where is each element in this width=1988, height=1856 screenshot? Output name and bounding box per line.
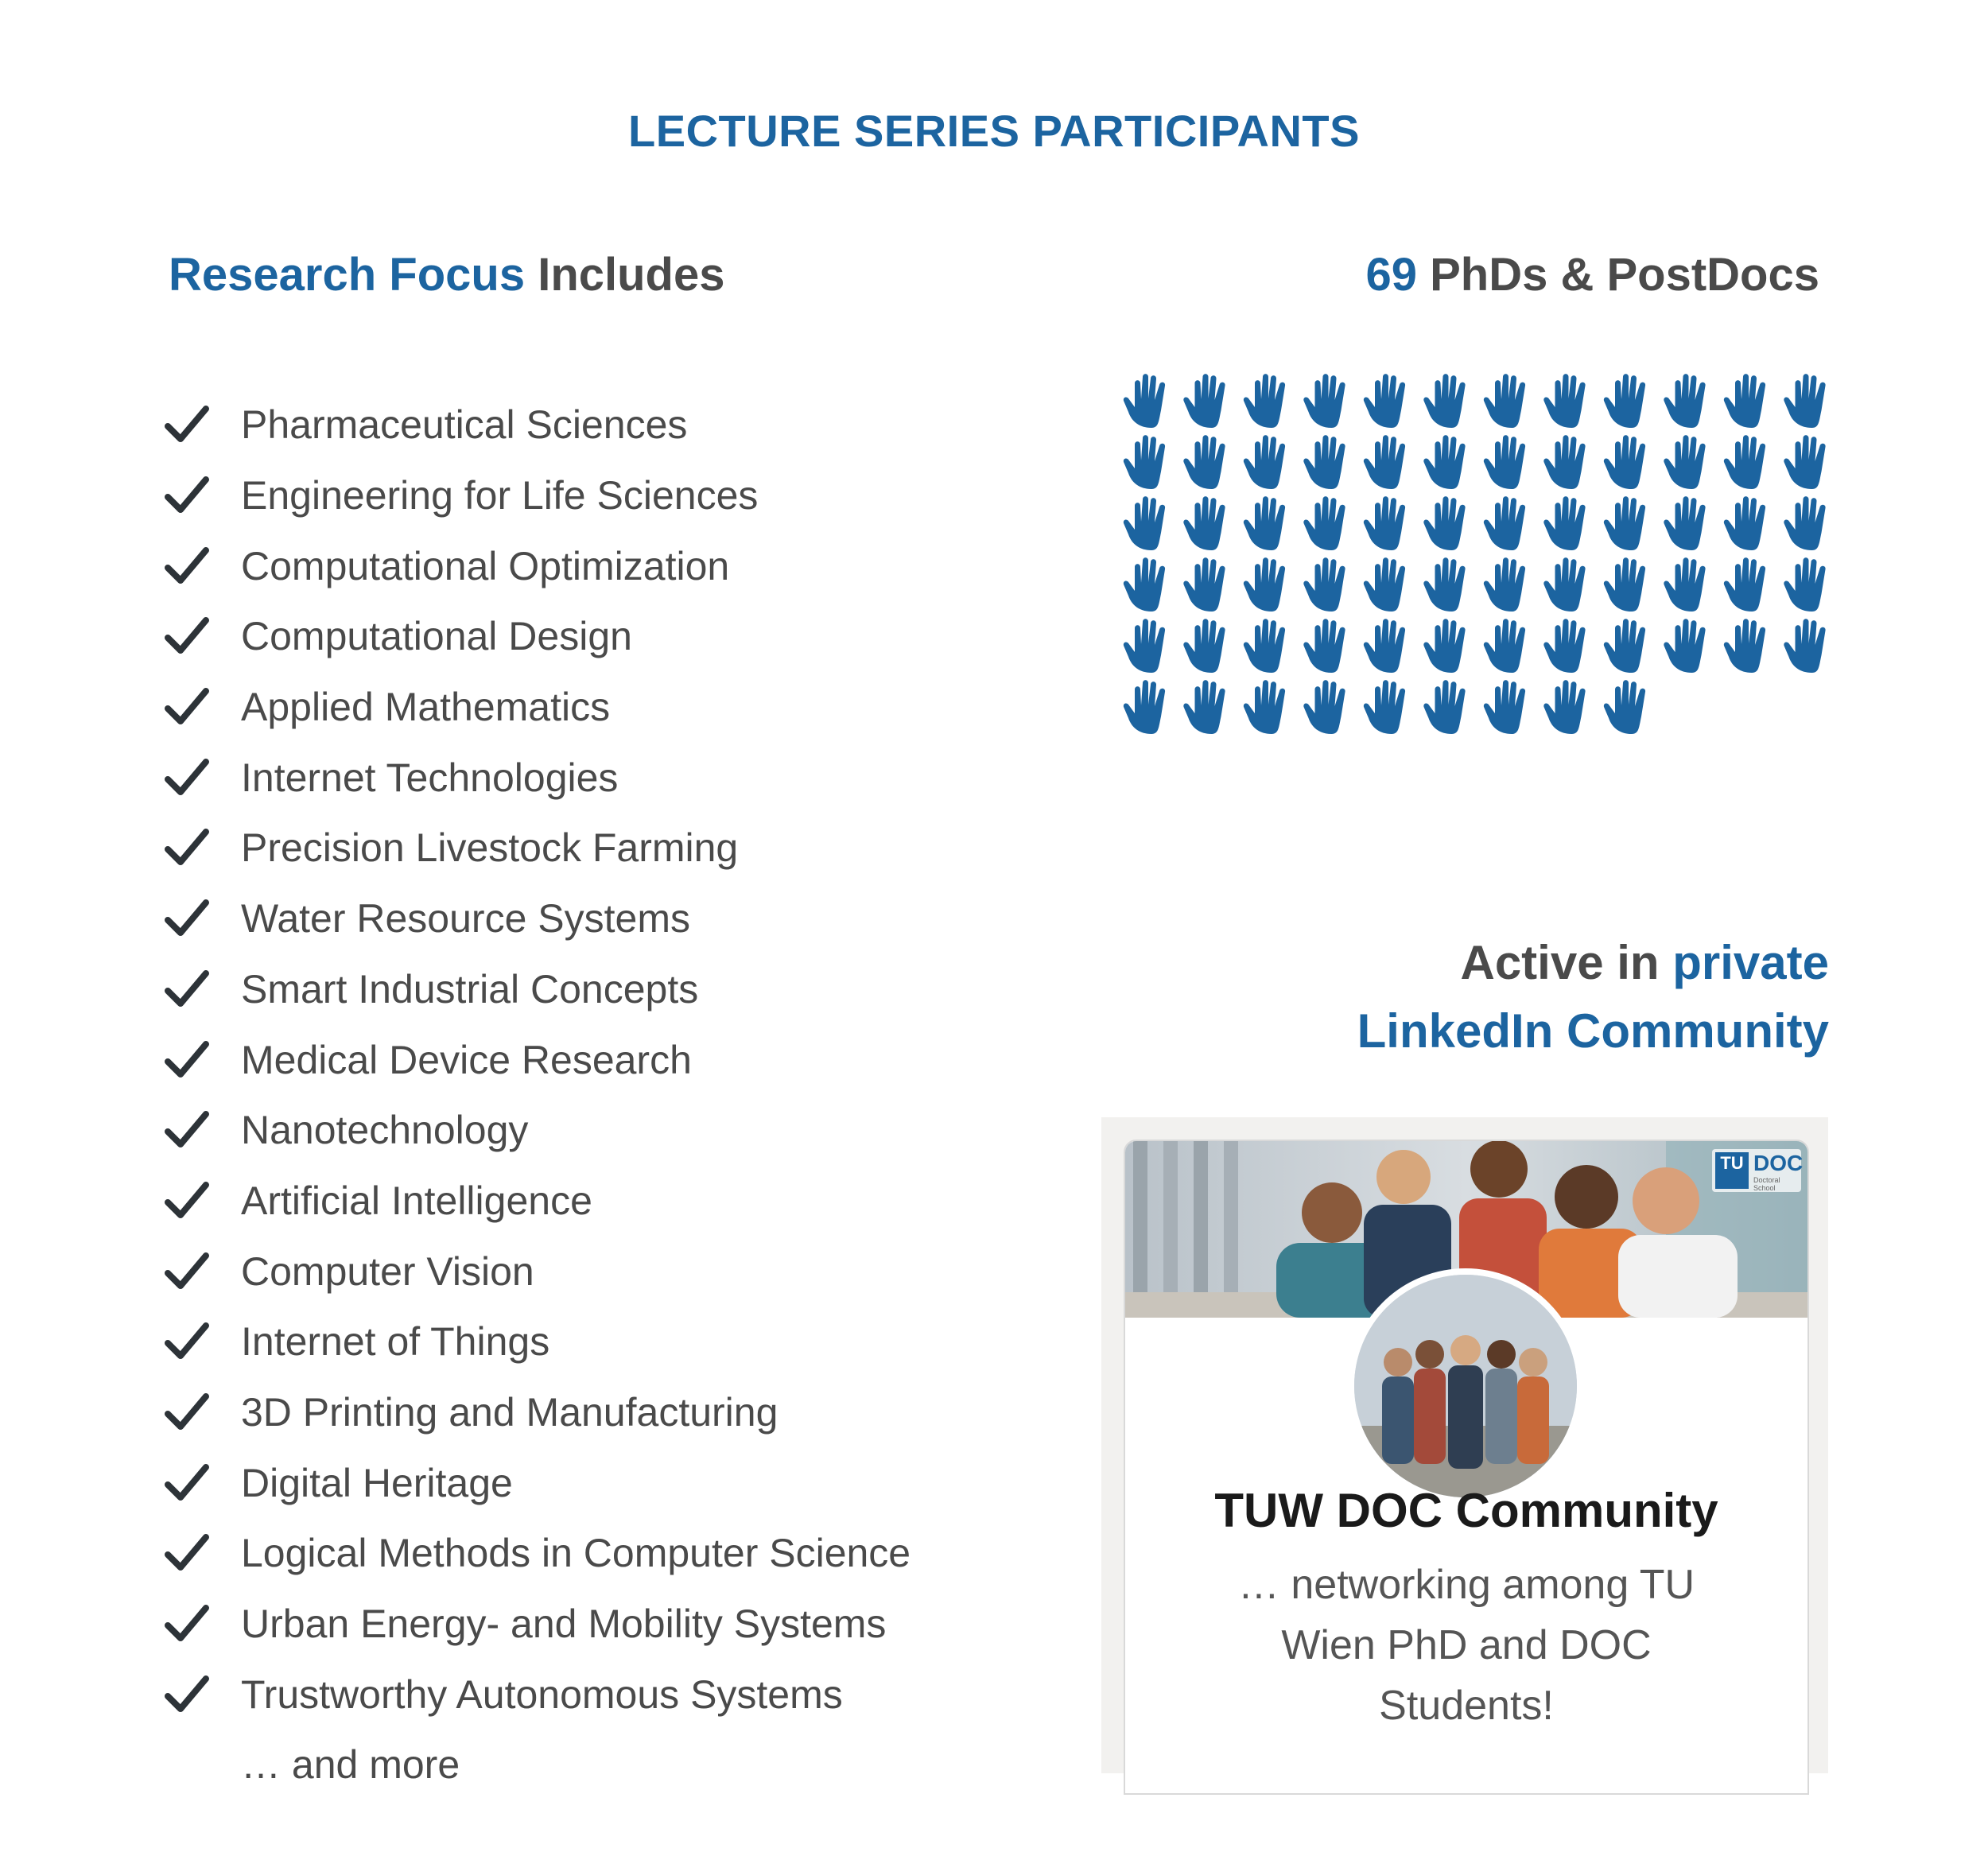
hand-icon xyxy=(1484,680,1525,734)
hand-icon xyxy=(1784,557,1825,612)
hand-icon xyxy=(1183,557,1225,612)
checkmark-icon xyxy=(163,472,211,519)
checkmark-icon xyxy=(163,754,211,802)
hand-icon xyxy=(1604,680,1645,734)
hand-icon xyxy=(1244,374,1285,428)
research-focus-label: Nanotechnology xyxy=(241,1108,529,1153)
hand-icon xyxy=(1303,619,1345,673)
hand-icon xyxy=(1303,435,1345,489)
hand-icon xyxy=(1423,496,1465,550)
hand-icon xyxy=(1124,680,1165,734)
hand-icon xyxy=(1124,557,1165,612)
research-focus-label: Smart Industrial Concepts xyxy=(241,966,699,1011)
hand-icon xyxy=(1244,496,1285,550)
checkmark-icon xyxy=(163,1459,211,1507)
hand-icon xyxy=(1784,435,1825,489)
group-avatar xyxy=(1348,1268,1583,1504)
hand-icon xyxy=(1604,557,1645,612)
research-focus-label: Medical Device Research xyxy=(241,1037,692,1082)
hand-icon xyxy=(1244,435,1285,489)
research-focus-item xyxy=(163,460,911,531)
hand-icon xyxy=(1484,496,1525,550)
hand-icon xyxy=(1664,435,1705,489)
and-more-item xyxy=(163,1730,911,1800)
research-focus-item xyxy=(163,1589,911,1660)
checkmark-icon xyxy=(163,1106,211,1154)
checkmark-icon xyxy=(163,895,211,942)
checkmark-icon xyxy=(163,542,211,590)
research-focus-label: Computer Vision xyxy=(241,1248,534,1294)
hand-icon xyxy=(1423,619,1465,673)
research-focus-item xyxy=(163,813,911,883)
research-focus-label: Computational Design xyxy=(241,614,632,659)
hand-icon xyxy=(1484,435,1525,489)
research-focus-item xyxy=(163,390,911,460)
hand-icon xyxy=(1484,374,1525,428)
hand-icon xyxy=(1724,619,1765,673)
hand-icon xyxy=(1183,619,1225,673)
hand-icon xyxy=(1183,496,1225,550)
checkmark-icon xyxy=(163,683,211,731)
participants-label: PhDs & PostDocs xyxy=(1417,249,1819,301)
research-focus-label: 3D Printing and Manufacturing xyxy=(241,1389,779,1435)
hand-icon xyxy=(1423,557,1465,612)
doc-logo-subtext: Doctoral School xyxy=(1753,1176,1780,1192)
hand-icon xyxy=(1364,619,1405,673)
hand-icon xyxy=(1183,435,1225,489)
linkedin-group-card[interactable] xyxy=(1124,1140,1809,1795)
hand-icon xyxy=(1364,680,1405,734)
tu-doc-logo xyxy=(1712,1149,1804,1192)
hand-icon xyxy=(1664,557,1705,612)
research-focus-label: Trustworthy Autonomous Systems xyxy=(241,1672,843,1717)
hand-icon xyxy=(1604,496,1645,550)
hand-icon xyxy=(1244,557,1285,612)
checkmark-icon xyxy=(163,1036,211,1084)
research-focus-item xyxy=(163,1095,911,1166)
active-in-label: Active in xyxy=(1460,936,1673,989)
research-focus-item xyxy=(163,1377,911,1448)
hand-icon xyxy=(1124,374,1165,428)
checkmark-icon xyxy=(163,965,211,1013)
research-focus-label: Precision Livestock Farming xyxy=(241,825,739,871)
research-focus-item xyxy=(163,1307,911,1377)
group-description: … networking among TU Wien PhD and DOC Students! xyxy=(1237,1562,1695,1729)
private-label: private xyxy=(1672,936,1829,989)
research-focus-label: Urban Energy- and Mobility Systems xyxy=(241,1602,887,1647)
research-focus-label: Applied Mathematics xyxy=(241,685,611,730)
checkmark-icon xyxy=(163,1248,211,1295)
hand-icon xyxy=(1484,619,1525,673)
hand-icon xyxy=(1423,680,1465,734)
research-focus-label: Logical Methods in Computer Science xyxy=(241,1531,911,1576)
hand-icon xyxy=(1664,374,1705,428)
hand-icon xyxy=(1244,619,1285,673)
participants-hand-grid xyxy=(1117,367,1833,749)
research-focus-label: Water Resource Systems xyxy=(241,896,690,942)
hand-icon xyxy=(1664,619,1705,673)
hand-icon xyxy=(1604,619,1645,673)
research-focus-item xyxy=(163,1166,911,1237)
research-focus-item xyxy=(163,883,911,954)
hand-icon xyxy=(1183,680,1225,734)
research-focus-list xyxy=(163,390,911,1800)
hand-icon xyxy=(1244,680,1285,734)
hand-icon xyxy=(1724,557,1765,612)
hand-icon xyxy=(1664,496,1705,550)
research-focus-item xyxy=(163,1447,911,1518)
checkmark-icon xyxy=(163,1600,211,1648)
research-focus-label: Digital Heritage xyxy=(241,1460,513,1505)
checkmark-icon xyxy=(163,824,211,872)
hand-icon xyxy=(1364,374,1405,428)
hand-icon xyxy=(1423,435,1465,489)
hand-icon xyxy=(1543,680,1585,734)
hand-icon xyxy=(1364,557,1405,612)
hand-icon xyxy=(1124,435,1165,489)
hand-icon xyxy=(1423,374,1465,428)
hand-icon xyxy=(1543,435,1585,489)
hand-icon xyxy=(1303,496,1345,550)
hand-icon xyxy=(1784,619,1825,673)
hand-icon xyxy=(1303,374,1345,428)
heading-rest: Includes xyxy=(525,249,725,301)
research-focus-item xyxy=(163,1659,911,1730)
research-focus-label: Computational Optimization xyxy=(241,543,730,588)
linkedin-community-heading xyxy=(1357,929,1829,1066)
research-focus-item xyxy=(163,601,911,672)
checkmark-icon xyxy=(163,1318,211,1365)
hand-icon xyxy=(1724,435,1765,489)
checkmark-icon xyxy=(163,1177,211,1225)
participants-count-heading xyxy=(1365,248,1819,301)
research-focus-label: Internet of Things xyxy=(241,1319,550,1365)
heading-highlight: Research Focus xyxy=(169,249,526,301)
hand-icon xyxy=(1724,496,1765,550)
hand-icon xyxy=(1364,435,1405,489)
linkedin-community-label: LinkedIn Community xyxy=(1357,1004,1829,1058)
checkmark-icon xyxy=(163,1671,211,1718)
research-focus-item xyxy=(163,530,911,601)
research-focus-item xyxy=(163,1518,911,1589)
hand-icon xyxy=(1124,619,1165,673)
hand-icon xyxy=(1364,496,1405,550)
research-focus-item xyxy=(163,672,911,743)
hand-icon xyxy=(1124,496,1165,550)
hand-icon xyxy=(1543,496,1585,550)
and-more-label: … and more xyxy=(241,1742,460,1788)
research-focus-item xyxy=(163,1236,911,1307)
hand-icon xyxy=(1484,557,1525,612)
group-name[interactable]: TUW DOC Community xyxy=(1214,1484,1718,1537)
hand-icon xyxy=(1604,374,1645,428)
participants-count: 69 xyxy=(1365,249,1417,301)
hand-icon xyxy=(1784,374,1825,428)
research-focus-item xyxy=(163,954,911,1025)
hand-icon xyxy=(1724,374,1765,428)
hand-icon xyxy=(1784,496,1825,550)
checkmark-icon xyxy=(163,1388,211,1436)
research-focus-item xyxy=(163,742,911,813)
hand-icon xyxy=(1183,374,1225,428)
checkmark-icon xyxy=(163,401,211,448)
research-focus-label: Engineering for Life Sciences xyxy=(241,473,759,518)
research-focus-label: Internet Technologies xyxy=(241,755,619,800)
hand-icon xyxy=(1604,435,1645,489)
tu-logo-mark: TU xyxy=(1715,1152,1749,1189)
research-focus-item xyxy=(163,1024,911,1095)
hand-icon xyxy=(1543,557,1585,612)
hand-icon xyxy=(1303,557,1345,612)
checkmark-icon xyxy=(163,612,211,660)
page-title: LECTURE SERIES PARTICIPANTS xyxy=(628,106,1360,156)
hand-icon xyxy=(1543,619,1585,673)
research-focus-label: Artificial Intelligence xyxy=(241,1178,592,1223)
research-focus-heading xyxy=(169,248,725,301)
research-focus-label: Pharmaceutical Sciences xyxy=(241,402,688,448)
doc-logo-text: DOC xyxy=(1753,1151,1804,1175)
hand-icon xyxy=(1543,374,1585,428)
checkmark-icon xyxy=(163,1529,211,1577)
hand-icon xyxy=(1303,680,1345,734)
